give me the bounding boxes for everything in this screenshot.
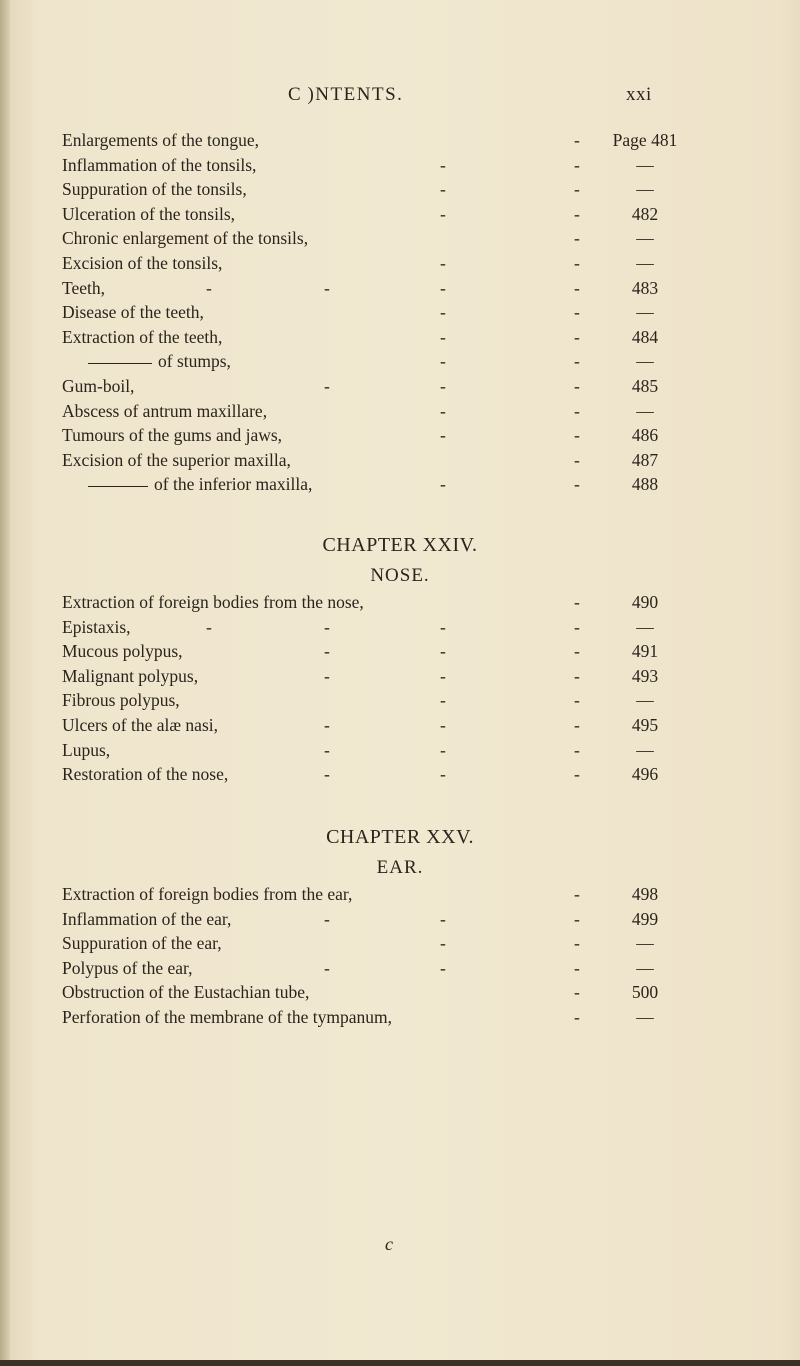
toc-entry-title: Enlargements of the tongue, [62,130,259,150]
leader-dash: - [440,400,446,421]
toc-entry-title: Fibrous polypus, [62,690,180,711]
toc-entry-page: — [636,690,654,711]
leader-dash: - [324,739,330,760]
leader-dash: - [440,154,446,175]
toc-entry [0,399,800,423]
toc-entry-title: Teeth, [62,277,105,298]
leader-dash: - [574,425,580,446]
leader-dash: - [574,351,580,372]
leader-dash: - [440,351,446,372]
toc-entry-title: Chronic enlargement of the tonsils, [62,228,309,249]
leader-dash: - [574,449,580,470]
leader-dash: - [574,665,580,686]
toc-entry-page: 500 [631,982,659,1003]
page-folio: xxi [626,84,652,105]
leader-dash: - [206,277,212,298]
toc-entry-page: — [636,302,654,323]
leader-dash: - [574,933,580,954]
toc-entry [0,202,800,226]
leader-dash: - [574,154,580,175]
toc-entry [0,177,800,201]
toc-entry-title: Extraction of foreign bodies from the ear, [62,884,353,904]
toc-entry [0,325,800,349]
leader-dash: - [440,474,446,495]
leader-dash: - [574,326,580,347]
toc-entry [0,956,800,980]
toc-entry [0,374,800,398]
toc-entry [0,713,800,737]
toc-entry-page: 495 [631,715,659,735]
toc-entry [0,349,800,373]
toc-entry [0,448,800,472]
leader-dash: - [440,425,446,446]
toc-entry-page: — [636,616,654,637]
toc-entry-title: Inflammation of the tonsils, [62,154,257,175]
toc-entry-title: Suppuration of the ear, [62,933,222,954]
leader-dash: - [574,277,580,298]
toc-entry [0,738,800,762]
toc-entry-page: — [636,179,654,200]
toc-entry [0,907,800,931]
leader-dash: - [574,179,580,200]
toc-entry [0,153,800,177]
leader-dash: - [574,715,580,735]
toc-entry-title: Lupus, [62,739,111,760]
toc-entry [0,980,800,1004]
toc-entry-title: Malignant polypus, [62,665,199,686]
toc-entry-title: Obstruction of the Eustachian tube, [62,982,310,1003]
leader-dash: - [574,957,580,978]
leader-dash: - [440,326,446,347]
leader-dash: - [440,739,446,760]
leader-dash: - [574,474,580,495]
toc-entry [0,276,800,300]
toc-entry-page: 484 [631,326,659,347]
toc-entry [0,688,800,712]
leader-dash: - [574,764,580,785]
toc-entry-title: Tumours of the gums and jaws, [62,425,283,446]
leader-dash: - [574,690,580,711]
leader-dash: - [440,690,446,711]
leader-dash: - [324,908,330,929]
toc-entry [0,639,800,663]
toc-entry-title: Excision of the superior maxilla, [62,449,291,470]
running-head [0,84,800,108]
toc-entry-page: — [636,400,654,421]
leader-dash: - [324,616,330,637]
toc-entry-title: Epistaxis, [62,616,131,637]
leader-dash: - [574,641,580,662]
toc-entry [0,226,800,250]
toc-entry-page: — [636,957,654,978]
leader-dash: - [440,376,446,396]
toc-entry [0,664,800,688]
toc-entry-title: Perforation of the membrane of the tympanum, [62,1007,392,1027]
toc-entry-page: — [636,933,654,954]
toc-entry [0,762,800,786]
toc-entry [0,615,800,639]
leader-dash: - [324,957,330,978]
toc-entry [0,128,800,152]
toc-entry-page: 498 [631,884,659,904]
toc-entry-page: 493 [631,665,659,686]
toc-entry-title: Inflammation of the ear, [62,908,232,929]
leader-dash: - [440,957,446,978]
toc-entry-title: Abscess of antrum maxillare, [62,400,268,421]
leader-dash: - [440,302,446,323]
leader-dash: - [574,908,580,929]
leader-dash: - [574,982,580,1003]
toc-entry-title: Disease of the teeth, [62,302,204,323]
toc-entry-page: 486 [631,425,659,446]
toc-entry [0,472,800,496]
toc-entry-title: Restoration of the nose, [62,764,229,785]
leader-dash: - [574,884,580,904]
toc-entry-page: 487 [631,449,659,470]
toc-entry-title: Mucous polypus, [62,641,183,662]
toc-entry-page: 488 [631,474,659,495]
leader-dash: - [574,253,580,273]
toc-entry-title: Excision of the tonsils, [62,253,223,273]
running-head-title: C )NTENTS. [288,84,404,105]
leader-dash: - [574,302,580,323]
leader-dash: - [324,277,330,298]
leader-dash: - [440,908,446,929]
leader-dash: - [574,228,580,249]
toc-entry-page: 483 [631,277,659,298]
leader-dash: - [440,665,446,686]
toc-entry-title: of the inferior maxilla, [88,472,312,496]
leader-dash: - [440,933,446,954]
toc-entry-page: Page 481 [612,130,678,150]
toc-entry-page: 490 [631,592,659,612]
chapter-24-heading: CHAPTER XXIV. [322,534,478,556]
toc-entry-page: — [636,228,654,249]
leader-dash: - [440,179,446,200]
toc-entry-page: — [636,1007,654,1027]
leader-dash: - [440,764,446,785]
leader-dash: - [574,1007,580,1027]
toc-entry-page: — [636,351,654,372]
toc-entry-title: Extraction of the teeth, [62,326,223,347]
chapter-24-subject: NOSE. [370,565,430,586]
leader-dash: - [324,715,330,735]
toc-entry-title: Gum-boil, [62,376,135,396]
page-bottom-edge [0,1360,800,1366]
toc-entry-page: — [636,253,654,273]
leader-dash: - [440,715,446,735]
leader-dash: - [574,739,580,760]
toc-entry-page: 491 [631,641,659,662]
leader-dash: - [440,641,446,662]
leader-dash: - [440,253,446,273]
toc-entry-page: 496 [631,764,659,785]
leader-dash: - [440,616,446,637]
leader-dash: - [574,400,580,421]
toc-entry-title: Ulceration of the tonsils, [62,203,236,224]
chapter-25-heading: CHAPTER XXV. [326,826,474,848]
leader-dash: - [574,130,580,150]
toc-entry-title: Polypus of the ear, [62,957,193,978]
toc-entry [0,882,800,906]
leader-dash: - [324,764,330,785]
toc-entry-title: Ulcers of the alæ nasi, [62,715,218,735]
chapter-25-subject: EAR. [376,857,424,878]
toc-entry-page: — [636,154,654,175]
toc-entry [0,1005,800,1029]
leader-dash: - [324,665,330,686]
leader-dash: - [440,203,446,224]
toc-entry [0,590,800,614]
toc-entry [0,423,800,447]
leader-dash: - [324,376,330,396]
toc-entry-page: 485 [631,376,659,396]
toc-entry-title: Extraction of foreign bodies from the nose, [62,592,364,612]
leader-dash: - [206,616,212,637]
toc-entry [0,251,800,275]
leader-dash: - [574,376,580,396]
toc-entry-title: Suppuration of the tonsils, [62,179,247,200]
leader-dash: - [440,277,446,298]
leader-dash: - [574,592,580,612]
leader-dash: - [574,203,580,224]
leader-dash: - [324,641,330,662]
signature-mark: c [385,1234,393,1254]
toc-entry-page: 482 [631,203,659,224]
leader-dash: - [574,616,580,637]
toc-entry [0,300,800,324]
toc-entry-page: — [636,739,654,760]
toc-entry-page: 499 [631,908,659,929]
toc-entry-title: of stumps, [88,349,231,373]
toc-entry [0,931,800,955]
